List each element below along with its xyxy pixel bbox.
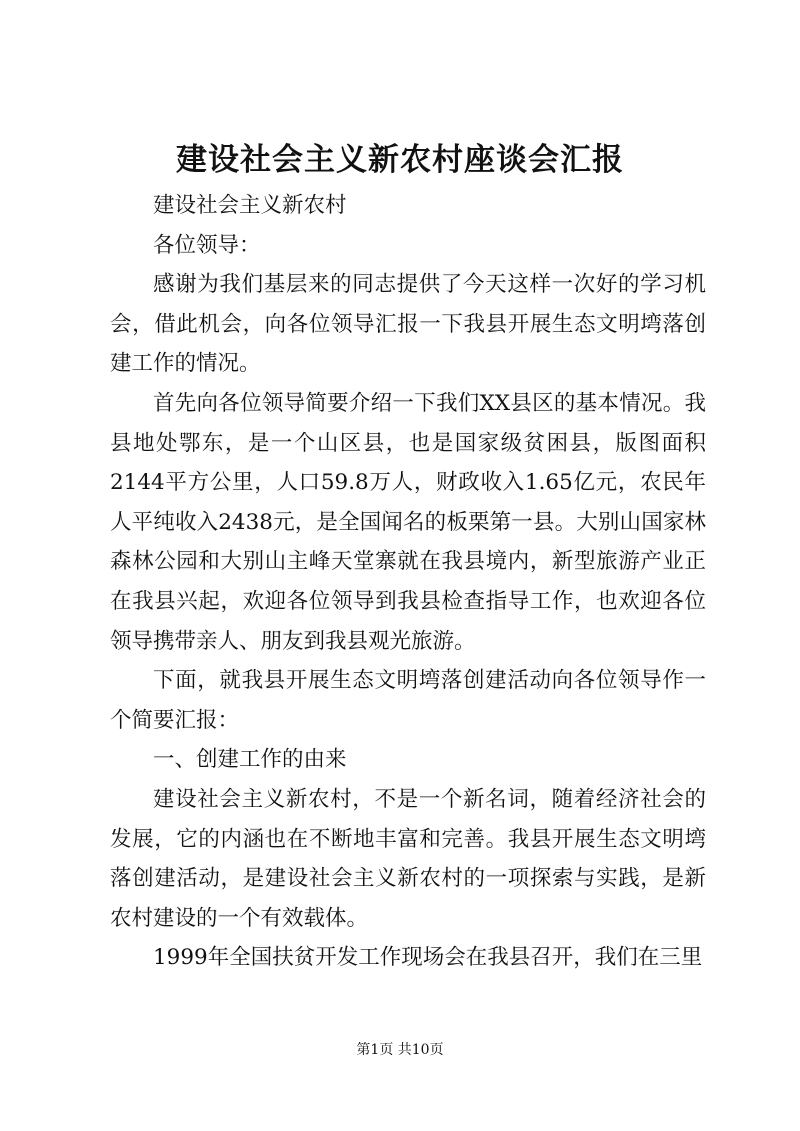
- paragraph-salutation: 各位领导：: [153, 232, 261, 258]
- paragraph-new-countryside: 建设社会主义新农村，不是一个新名词，随着经济社会的发展，它的内涵也在不断地丰富和完善。我县开展生态文明塆落创建活动，是建设社会主义新农村的一项探索与实践，是新农村建设的一个有效载体。: [110, 786, 706, 931]
- paragraph-report-intro: 下面，就我县开展生态文明塆落创建活动向各位领导作一个简要汇报：: [110, 668, 706, 733]
- page-number-footer: 第1页 共10页: [356, 1042, 444, 1058]
- section-heading-origin: 一、创建工作的由来: [153, 747, 347, 773]
- paragraph-thanks: 感谢为我们基层来的同志提供了今天这样一次好的学习机会，借此机会，向各位领导汇报一下我县开展生态文明塆落创建工作的情况。: [110, 272, 706, 377]
- paragraph-county-overview: 首先向各位领导简要介绍一下我们XX县区的基本情况。我县地处鄂东，是一个山区县，也是国家级贫困县，版图面积2144平方公里，人口59.8万人，财政收入1.65亿元，农民年人平纯收入2438元，是全国闻名的板栗第一县。大别山国家林森林公园和大别山主峰天堂寨就在我县境内，新型旅游产业正在我县兴起，欢迎各位领导到我县检查指导工作，也欢迎各位领导携带亲人、朋友到我县观光旅游。: [110, 390, 706, 654]
- document-body: [110, 186, 706, 978]
- paragraph-1999-meeting: 1999年全国扶贫开发工作现场会在我县召开，我们在三里: [153, 945, 703, 971]
- paragraph-subtitle: 建设社会主义新农村: [153, 193, 347, 218]
- document-title: 建设社会主义新农村座谈会汇报: [176, 142, 624, 178]
